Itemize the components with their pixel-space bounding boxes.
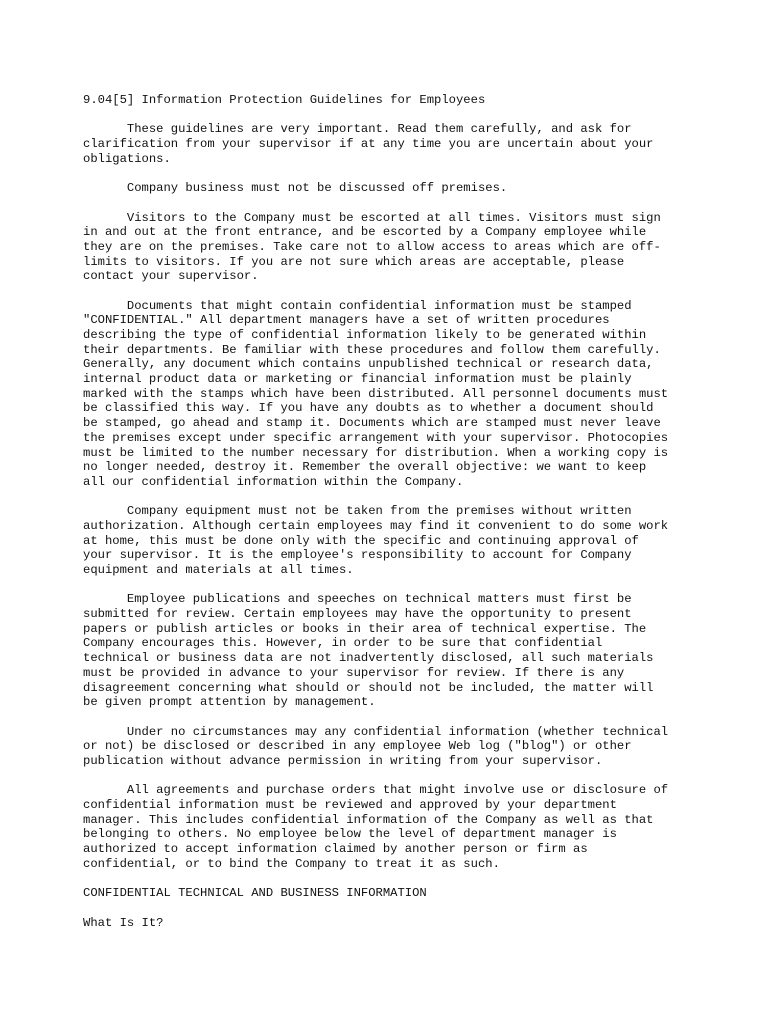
text-line: or not) be disclosed or described in any employee Web log ("blog") or other: [83, 739, 632, 754]
text-line: your supervisor. It is the employee's responsibility to account for Company: [83, 548, 632, 563]
text-line: marked with the stamps which have been distributed. All personnel documents must: [83, 386, 669, 401]
publications-paragraph: [83, 592, 703, 710]
spacer: [83, 901, 703, 916]
document-title: 9.04[5] Information Protection Guidelines for Employees: [83, 93, 486, 107]
text-line: Visitors to the Company must be escorted at all times. Visitors must sign: [83, 210, 661, 225]
text-line: manager. This includes confidential information of the Company as well as that: [83, 812, 654, 827]
text-line: be given prompt attention by management.: [83, 695, 376, 710]
text-line: be stamped, go ahead and stamp it. Documents which are stamped must never leave: [83, 416, 661, 431]
text-line: describing the type of confidential information likely to be generated within: [83, 328, 647, 342]
text-line: belonging to others. No employee below the level of department manager is: [83, 827, 617, 842]
blog-paragraph: [83, 725, 703, 769]
text-line: limits to visitors. If you are not sure which areas are acceptable, please: [83, 254, 625, 269]
text-line: at home, this must be done only with the specific and continuing approval of: [83, 533, 639, 548]
visitors-paragraph: [83, 211, 703, 284]
subheading: What Is It?: [83, 915, 164, 930]
text-line: Company business must not be discussed off premises.: [83, 181, 508, 196]
text-line: internal product data or marketing or financial information must be plainly: [83, 372, 632, 387]
spacer: [83, 284, 703, 299]
text-line: authorized to accept information claimed by another person or firm as: [83, 842, 588, 857]
spacer: [83, 490, 703, 505]
text-line: must be limited to the number necessary for distribution. When a working copy is: [83, 445, 669, 460]
section-heading: CONFIDENTIAL TECHNICAL AND BUSINESS INFORMATION: [83, 886, 427, 901]
text-line: publication without advance permission in writing from your supervisor.: [83, 753, 603, 768]
text-line: Company encourages this. However, in order to be sure that confidential: [83, 636, 603, 651]
documents-paragraph: [83, 299, 703, 490]
intro-paragraph: [83, 122, 703, 166]
off-premises-paragraph: [83, 181, 703, 196]
text-line: in and out at the front entrance, and be escorted by a Company employee while: [83, 225, 647, 240]
text-line: confidential information must be reviewed and approved by your department: [83, 798, 617, 812]
text-line: "CONFIDENTIAL." All department managers have a set of written procedures: [83, 313, 610, 328]
text-line: must be provided in advance to your supervisor for review. If there is any: [83, 665, 625, 680]
text-line: papers or publish articles or books in their area of technical expertise. The: [83, 621, 647, 636]
text-line: Generally, any document which contains unpublished technical or research data,: [83, 357, 654, 372]
text-line: disagreement concerning what should or should not be included, the matter will: [83, 680, 654, 695]
document-page: [83, 93, 703, 930]
spacer: [83, 578, 703, 593]
text-line: All agreements and purchase orders that might involve use or disclosure of: [83, 783, 669, 798]
text-line: their departments. Be familiar with these procedures and follow them carefully.: [83, 342, 661, 357]
text-line: Employee publications and speeches on technical matters must first be: [83, 592, 632, 607]
text-line: no longer needed, destroy it. Remember the overall objective: we want to keep: [83, 460, 647, 475]
text-line: they are on the premises. Take care not to allow access to areas which are off-: [83, 239, 661, 254]
spacer: [83, 196, 703, 211]
spacer: [83, 871, 703, 886]
spacer: [83, 769, 703, 784]
text-line: clarification from your supervisor if at any time you are uncertain about your: [83, 137, 654, 152]
text-line: obligations.: [83, 151, 171, 166]
text-line: confidential, or to bind the Company to treat it as such.: [83, 856, 500, 871]
spacer: [83, 108, 703, 123]
spacer: [83, 710, 703, 725]
text-line: the premises except under specific arrangement with your supervisor. Photocopies: [83, 430, 669, 445]
equipment-paragraph: [83, 504, 703, 577]
text-line: be classified this way. If you have any doubts as to whether a document should: [83, 401, 654, 416]
text-line: contact your supervisor.: [83, 269, 259, 284]
text-line: Documents that might contain confidential information must be stamped: [83, 298, 632, 313]
text-line: submitted for review. Certain employees may have the opportunity to present: [83, 607, 632, 622]
text-line: Company equipment must not be taken from the premises without written: [83, 504, 632, 519]
text-line: equipment and materials at all times.: [83, 563, 354, 577]
spacer: [83, 166, 703, 181]
text-line: authorization. Although certain employees may find it convenient to do some work: [83, 518, 669, 533]
text-line: These guidelines are very important. Read them carefully, and ask for: [83, 122, 632, 137]
text-line: all our confidential information within the Company.: [83, 474, 464, 489]
text-line: Under no circumstances may any confidential information (whether technical: [83, 724, 669, 739]
agreements-paragraph: [83, 783, 703, 871]
text-line: technical or business data are not inadvertently disclosed, all such materials: [83, 651, 654, 666]
